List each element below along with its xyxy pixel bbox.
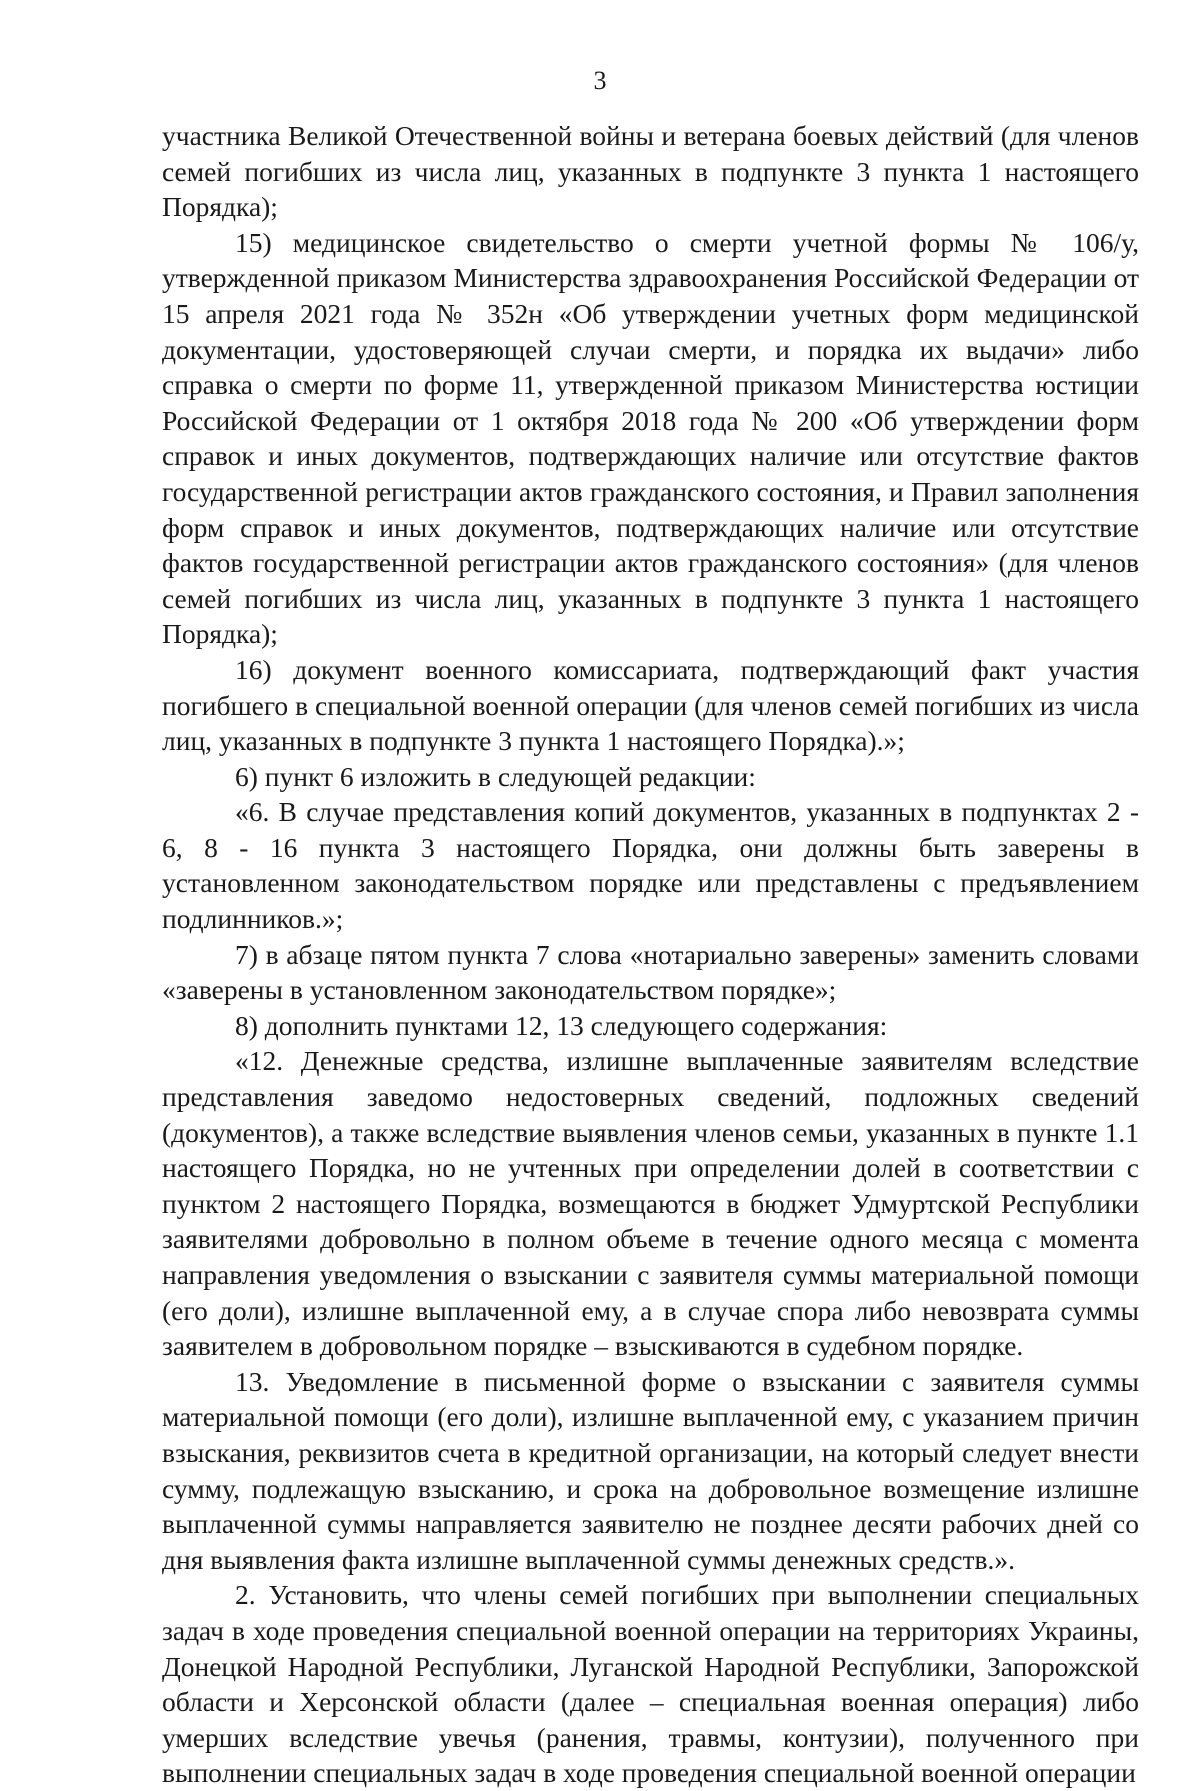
paragraph-item-15: 15) медицинское свидетельство о смерти учетной формы № 106/у, утвержденной приказом Министерства здравоохранения Российской Федерации от 15 апреля 2021 года № 352н «Об утверждении учетных форм медицинской документации, удостоверяющей случаи смерти, и порядка их выдачи» либо справка о смерти по форме 11, утвержденной приказом Министерства юстиции Российской Федерации от 1 октября 2018 года № 200 «Об утверждении форм справок и иных документов, подтверждающих наличие или отсутствие фактов государственной регистрации актов гражданского состояния, и Правил заполнения форм справок и иных документов, подтверждающих наличие или отсутствие фактов государственной регистрации актов гражданского состояния» (для членов семей погибших из числа лиц, указанных в подпункте 3 пункта 1 настоящего Порядка); <box>162 226 1139 650</box>
paragraph-continuation: участника Великой Отечественной войны и ветерана боевых действий (для членов семей погибших из числа лиц, указанных в подпункте 3 пункта 1 настоящего Порядка); <box>162 120 1139 223</box>
paragraph-point-12-text: «12. Денежные средства, излишне выплаченные заявителям вследствие представления заведомо недостоверных сведений, подложных сведений (документов), а также вследствие выявления членов семьи, указанных в пункте 1.1 настоящего Порядка, но не учтенных при определении долей в соответствии с пунктом 2 настоящего Порядка, возмещаются в бюджет Удмуртской Республики заявителями добровольно в полном объеме в течение одного месяца с момента направления уведомления о взыскании с заявителя суммы материальной помощи (его доли), излишне выплаченной ему, а в случае спора либо невозврата суммы заявителем в добровольном порядке – взыскиваются в судебном порядке. <box>162 1045 1139 1362</box>
paragraph-amendment-6: 6) пункт 6 изложить в следующей редакции: <box>235 760 756 792</box>
paragraph-item-16: 16) документ военного комиссариата, подтверждающий факт участия погибшего в специальной военной операции (для членов семей погибших из числа лиц, указанных в подпункте 3 пункта 1 настоящего Порядка).»; <box>162 653 1139 757</box>
paragraph-point-6-text: «6. В случае представления копий документов, указанных в подпунктах 2 - 6, 8 - 16 пункта 3 настоящего Порядка, они должны быть заверены в установленном законодательством порядке или представлены с предъявлением подлинников.»; <box>162 796 1139 935</box>
paragraph-amendment-8: 8) дополнить пунктами 12, 13 следующего содержания: <box>235 1009 888 1041</box>
page-number: 3 <box>593 66 607 95</box>
paragraph-section-2: 2. Установить, что члены семей погибших при выполнении специальных задач в ходе проведения специальной военной операции на территориях Украины, Донецкой Народной Республики, Луганской Народной Республики, Запорожской области и Херсонской области (далее – специальная военная операция) либо умерших вследствие увечья (ранения, травмы, контузии), полученного при выполнении специальных задач в ходе проведения специальной военной операции <box>162 1579 1139 1789</box>
paragraph-amendment-7: 7) в абзаце пятом пункта 7 слова «нотариально заверены» заменить словами «заверены в установленном законодательством порядке»; <box>162 938 1139 1006</box>
document-body <box>162 118 1139 1791</box>
paragraph-point-13-text: 13. Уведомление в письменной форме о взыскании с заявителя суммы материальной помощи (его доли), излишне выплаченной ему, с указанием причин взыскания, реквизитов счета в кредитной организации, на который следует внести сумму, подлежащую взысканию, и срока на добровольное возмещение излишне выплаченной суммы направляется заявителю не позднее десяти рабочих дней со дня выявления факта излишне выплаченной суммы денежных средств.». <box>162 1365 1139 1575</box>
